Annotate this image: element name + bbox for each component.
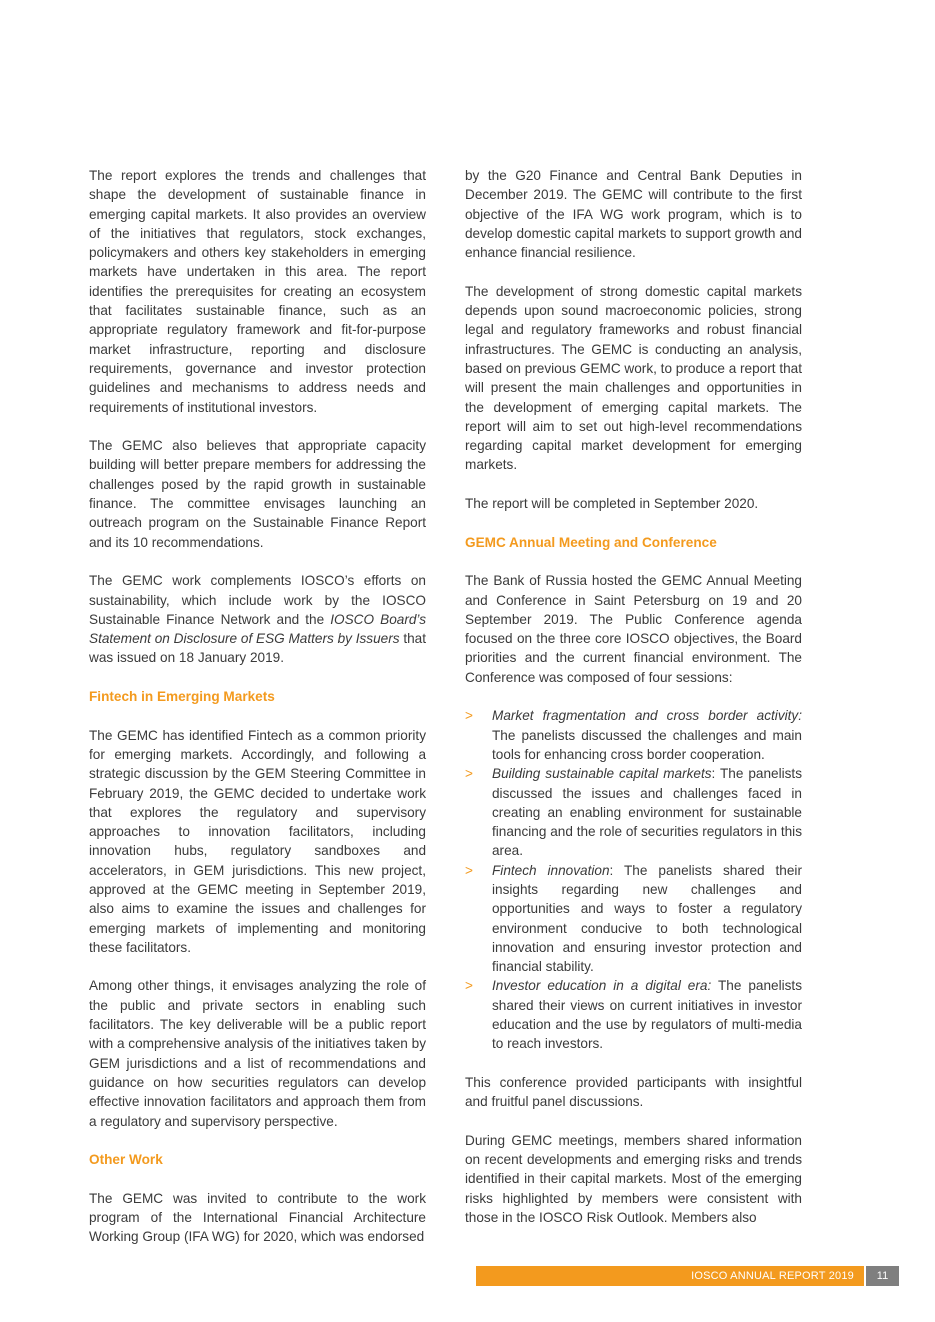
text-segment: The GEMC work complements IOSCO’s efforts on sustainability, which include work by the IOSCO Sustainable Finance Network and the: [89, 573, 426, 627]
chevron-right-icon: >: [465, 766, 473, 782]
session-title: Market fragmentation and cross border activity:: [492, 708, 802, 724]
paragraph-sustainable-finance-report: The report explores the trends and challenges that shape the development of sustainable finance in emerging capital markets. It also provides an overview of the initiatives that regulators, stock exchanges, policymakers and others key stakeholders in emerging markets have undertaken in this area. The report identifies the prerequisites for creating an ecosystem that facilitates sustainable finance, such as an appropriate regulatory framework and fit-for-purpose market infrastructure, reporting and disclosure requirements, governance and investor protection guidelines and mechanisms to address needs and requirements of institutional investors.: [89, 168, 426, 415]
paragraph-ifa-wg: The GEMC was invited to contribute to the work program of the International Financial Architecture Working Group (IFA WG) for 2020, which was endorsed: [89, 1190, 426, 1245]
sessions-list: [465, 706, 802, 1053]
session-text: The panelists discussed the challenges and main tools for enhancing cross border cooperation.: [492, 727, 802, 762]
paragraph-public-private-role: Among other things, it envisages analyzing the role of the public and private sectors in enabling such facilitators. The key deliverable will be a public report with a comprehensive analysis of the initiatives taken by GEM jurisdictions and a list of recommendations and guidance on how securities regulators can develop effective innovation facilitators and approach them from a regulatory and supervisory perspective.: [89, 978, 426, 1129]
session-title: Building sustainable capital markets: [492, 766, 712, 782]
list-item: [465, 764, 802, 860]
paragraph-emerging-risks: During GEMC meetings, members shared information on recent developments and emerging risks and trends identified in their capital markets. Most of the emerging risks highlighted by members were consistent with those in the IOSCO Risk Outlook. Members also: [465, 1132, 802, 1226]
session-text: The panelists shared their views on current initiatives in investor education and the use by regulators of multi-media to reach investors.: [492, 978, 802, 1052]
heading-fintech-emerging-markets: Fintech in Emerging Markets: [89, 689, 275, 705]
text-segment: that was issued on 18 January 2019.: [89, 631, 427, 666]
chevron-right-icon: >: [465, 862, 473, 878]
session-title: Fintech innovation: [492, 862, 610, 878]
paragraph-fintech-priority: The GEMC has identified Fintech as a common priority for emerging markets. Accordingly, and following a strategic discussion by the GEM Steering Committee in February 2019, the GEMC decided to undertake work that explores the regulatory and supervisory approaches to innovation facilitators, including innovation hubs, regulatory sandboxes and accelerators, in GEM jurisdictions. This new project, approved at the GEMC meeting in September 2019, also aims to examine the issues and challenges for emerging markets of implementing and monitoring these facilitators.: [89, 727, 426, 955]
list-item: [465, 861, 802, 977]
footer-report-title: IOSCO ANNUAL REPORT 2019: [476, 1266, 864, 1286]
chevron-right-icon: >: [465, 708, 473, 724]
paragraph-completion-date: The report will be completed in September 2020.: [465, 496, 759, 512]
chevron-right-icon: >: [465, 978, 473, 994]
left-column: [89, 166, 426, 1266]
paragraph-conference-summary: This conference provided participants with insightful and fruitful panel discussions.: [465, 1074, 802, 1110]
heading-annual-meeting: GEMC Annual Meeting and Conference: [465, 534, 717, 550]
list-item: [465, 706, 802, 764]
paragraph-capacity-building: The GEMC also believes that appropriate capacity building will better prepare members for addressing the challenges posed by the rapid growth in sustainable finance. The committee envisages launching an outreach program on the Sustainable Finance Report and its 10 recommendations.: [89, 438, 426, 550]
paragraph-bank-of-russia: The Bank of Russia hosted the GEMC Annual Meeting and Conference in Saint Petersburg on 19 and 20 September 2019. The Public Conference agenda focused on the three core IOSCO objectives, the Board priorities and the current financial environment. The Conference was composed of four sessions:: [465, 573, 802, 685]
session-text: : The panelists discussed the issues and challenges faced in creating an enabling environment for sustainable financing and the role of securities regulators in this area.: [492, 766, 802, 859]
page-number: 11: [866, 1266, 899, 1286]
list-item: [465, 976, 802, 1053]
session-title: Investor education in a digital era:: [492, 978, 712, 994]
statement-title: IOSCO Board’s Statement on Disclosure of ESG Matters by Issuers: [89, 611, 426, 647]
paragraph-domestic-capital-markets: The development of strong domestic capital markets depends upon sound macroeconomic policies, strong legal and regulatory frameworks and robust financial infrastructures. The GEMC is conducting an analysis, based on previous GEMC work, to produce a report that will present the main challenges and opportunities in the development of emerging capital markets. The report will aim to set out high-level recommendations regarding capital market development for emerging markets.: [465, 283, 802, 473]
right-column: [465, 166, 802, 1247]
heading-other-work: Other Work: [89, 1152, 163, 1168]
paragraph-g20-endorsement: by the G20 Finance and Central Bank Deputies in December 2019. The GEMC will contribute to the first objective of the IFA WG work program, which is to develop domestic capital markets to support growth and enhance financial resilience.: [465, 168, 802, 261]
session-text: : The panelists shared their insights regarding new challenges and opportunities and ways to foster a regulatory environment conducive to both technological innovation and ensuring investor protection and financial stability.: [492, 862, 802, 975]
paragraph-iosco-sustainability: [89, 571, 426, 667]
